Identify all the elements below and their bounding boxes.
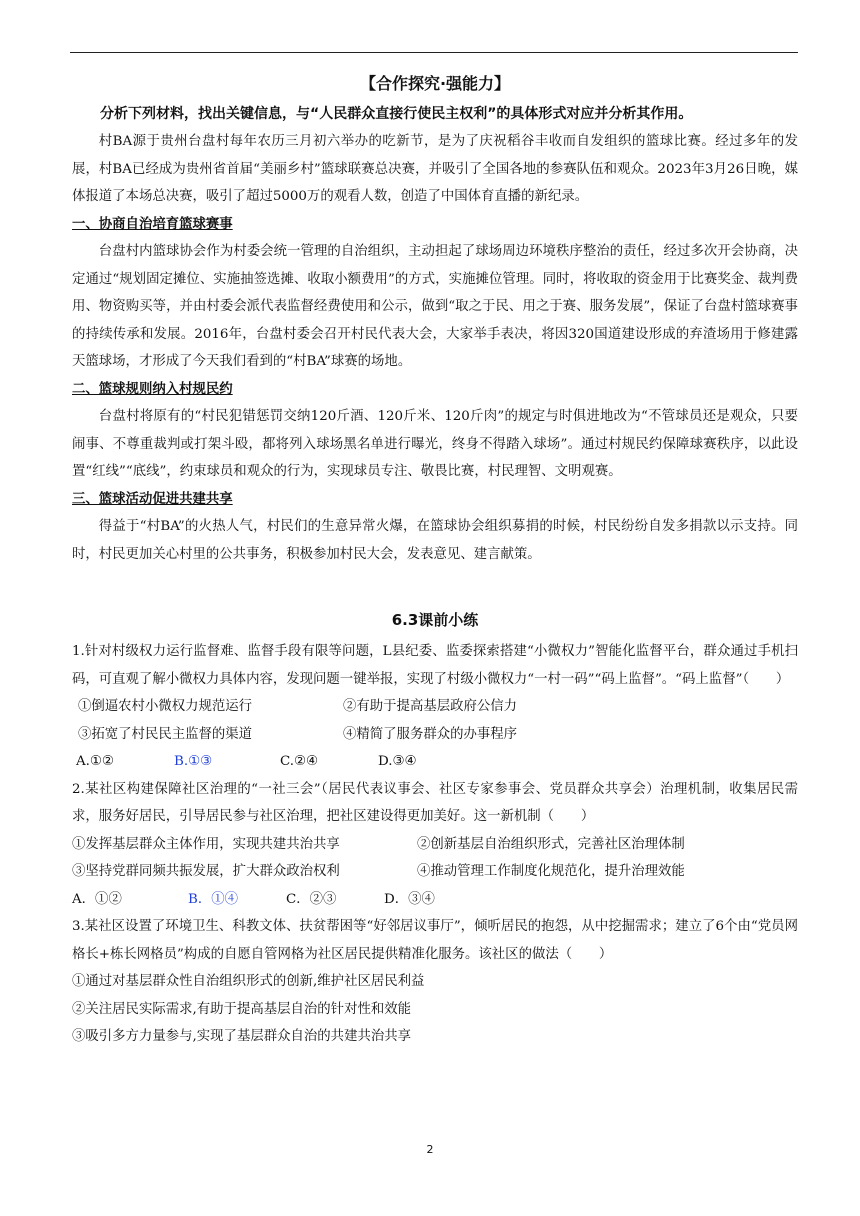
question-1-option-a: A.①②	[76, 754, 114, 769]
question-1-item: ④精简了服务群众的办事程序	[343, 726, 518, 742]
subsection-heading-1: 一、协商自治培育篮球赛事	[72, 216, 233, 232]
question-2-option-c: C．②③	[286, 891, 337, 907]
question-1-item: ①倒逼农村小微权力规范运行	[78, 699, 253, 714]
question-1-items-row-2	[72, 721, 798, 749]
subsection-body-3: 得益于“村BA”的火热人气，村民们的生意异常火爆，在篮球协会组织募捐的时候，村民纷纷自发多捐款以示支持。同时，村民更加关心村里的公共事务，积极参加村民大会，发表意见、建言献策。	[72, 519, 798, 562]
question-1-option-b: B.①③	[174, 754, 213, 769]
page-number: 2	[426, 1143, 434, 1156]
question-3-item: ③吸引多方力量参与,实现了基层群众自治的共建共治共享	[72, 1029, 412, 1044]
question-2-items-row-1	[72, 831, 798, 859]
header-rule	[70, 52, 798, 53]
question-2-option-a: A．①②	[72, 891, 122, 907]
question-2-item: ②创新基层自治组织形式，完善社区治理体制	[417, 836, 685, 852]
question-1-items-row-1	[72, 693, 798, 721]
document-page	[72, 66, 798, 1051]
practice-title: 6.3课前小练	[391, 611, 479, 629]
question-2-option-d: D．③④	[384, 891, 435, 907]
subsection-body-2: 台盘村将原有的“村民犯错惩罚交纳120斤酒、120斤米、120斤肉”的规定与时俱进地改为“不管球员还是观众，只要闹事、不尊重裁判或打架斗殴，都将列入球场黑名单进行曝光，终身不得踏入球场”。通过村规民约保障球赛秩序，以此设置“红线”“底线”，约束球员和观众的行为，实现球员专注、敬畏比赛，村民理智、文明观赛。	[72, 409, 798, 479]
section-title: 【合作探究·强能力】	[359, 74, 511, 93]
question-1-options	[72, 748, 798, 776]
question-2-options	[72, 886, 798, 914]
intro-paragraph: 村BA源于贵州台盘村每年农历三月初六举办的吃新节，是为了庆祝稻谷丰收而自发组织的篮球比赛。经过多年的发展，村BA已经成为贵州省首届“美丽乡村”篮球联赛总决赛，并吸引了全国各地的参赛队伍和观众。2023年3月26日晚，媒体报道了本场总决赛，吸引了超过5000万的观看人数，创造了中国体育直播的新纪录。	[72, 134, 798, 204]
subsection-body-1: 台盘村内篮球协会作为村委会统一管理的自治组织，主动担起了球场周边环境秩序整治的责任，经过多次开会协商，决定通过“规划固定摊位、实施抽签选摊、收取小额费用”的方式，实施摊位管理。同时，将收取的资金用于比赛奖金、裁判费用、物资购买等，并由村委会派代表监督经费使用和公示，做到“取之于民、用之于赛、服务发展”，保证了台盘村篮球赛事的持续传承和发展。2016年，台盘村委会召开村民代表大会，大家举手表决，将因320国道建设形成的弃渣场用于修建露天篮球场，才形成了今天我们看到的“村BA”球赛的场地。	[72, 244, 798, 369]
question-1-stem: 1.针对村级权力运行监督难、监督手段有限等问题，L县纪委、监委探索搭建“小微权力”智能化监督平台，群众通过手机扫码，可直观了解小微权力具体内容，发现问题一键举报，实现了村级小微权力“一村一码”“码上监督”。“码上监督”（ ）	[72, 644, 798, 687]
question-3-item: ②关注居民实际需求,有助于提高基层自治的针对性和效能	[72, 1001, 412, 1017]
question-1-option-d: D.③④	[378, 754, 417, 769]
subsection-heading-2: 二、篮球规则纳入村规民约	[72, 381, 233, 397]
question-3-stem: 3.某社区设置了环境卫生、科教文体、扶贫帮困等“好邻居议事厅”，倾听居民的抱怨，从中挖掘需求；建立了6个由“党员网格长+栋长网格员”构成的自愿自管网格为社区居民提供精准化服务。该社区的做法（ ）	[72, 919, 798, 962]
subsection-heading-3: 三、篮球活动促进共建共享	[72, 491, 233, 507]
question-1-option-c: C.②④	[280, 754, 319, 769]
question-2-stem: 2.某社区构建保障社区治理的“一社三会”（居民代表议事会、社区专家参事会、党员群众共享会）治理机制，收集居民需求，服务好居民，引导居民参与社区治理，把社区建设得更加美好。这一新机制（ ）	[72, 781, 798, 824]
task-prompt: 分析下列材料，找出关键信息，与“人民群众直接行使民主权利”的具体形式对应并分析其作用。	[100, 106, 693, 122]
question-1-item: ②有助于提高基层政府公信力	[343, 699, 518, 714]
question-1-item: ③拓宽了村民民主监督的渠道	[78, 726, 253, 742]
question-2-item: ④推动管理工作制度化规范化，提升治理效能	[417, 864, 685, 879]
question-2-option-b: B．①④	[188, 891, 239, 907]
question-3-item: ①通过对基层群众性自治组织形式的创新,维护社区居民利益	[72, 974, 425, 989]
question-2-item: ③坚持党群同频共振发展，扩大群众政治权利	[72, 864, 340, 879]
question-2-item: ①发挥基层群众主体作用，实现共建共治共享	[72, 836, 340, 852]
question-2-items-row-2	[72, 858, 798, 886]
